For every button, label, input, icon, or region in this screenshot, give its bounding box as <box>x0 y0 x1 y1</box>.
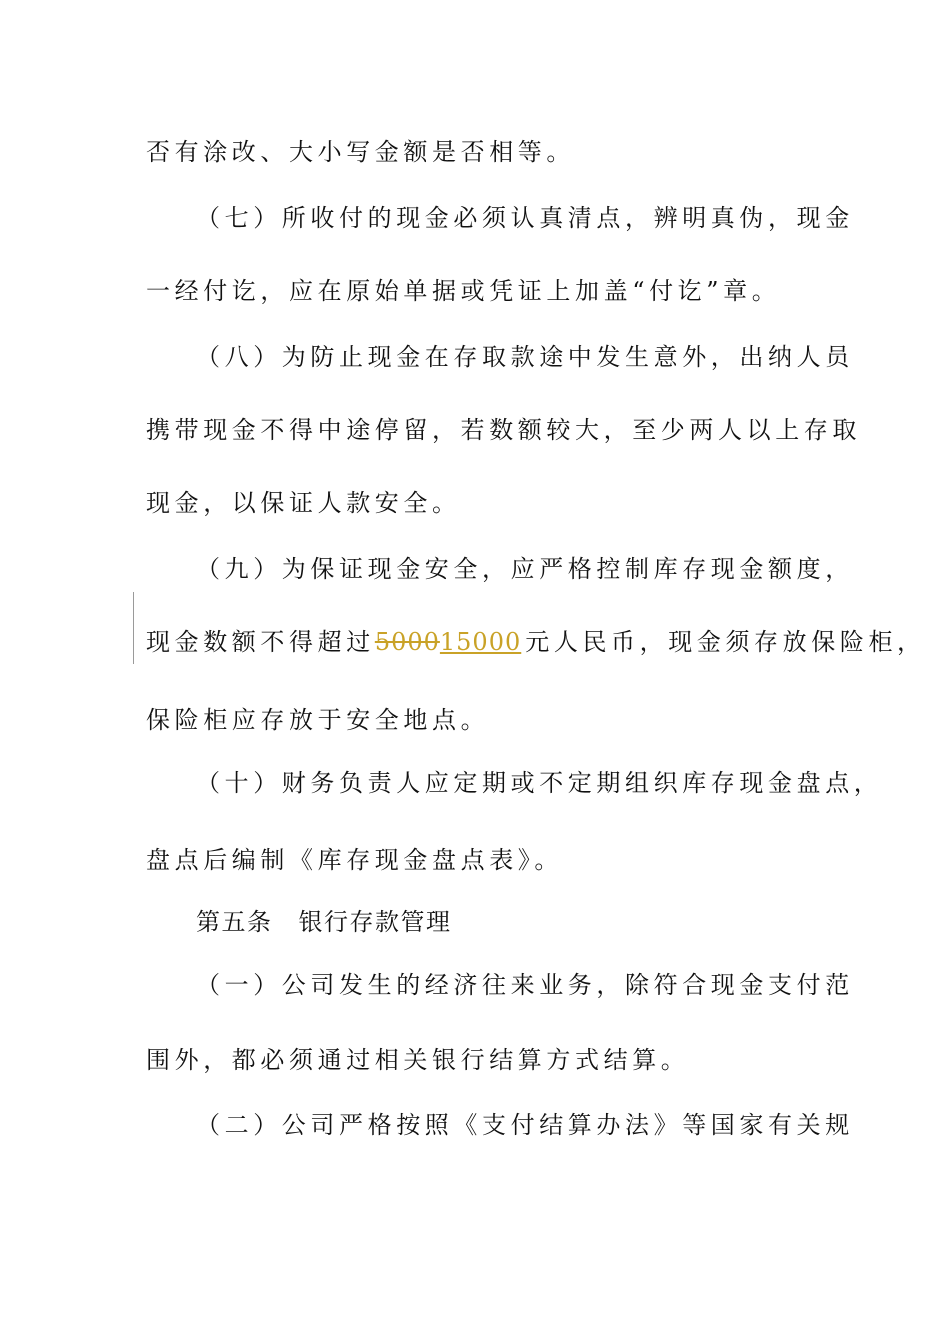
text-line-clause-9: （九）为保证现金安全，应严格控制库存现金额度， <box>196 555 854 583</box>
text-line-revision <box>146 627 926 657</box>
text-line-clause-7: （七）所收付的现金必须认真清点，辨明真伪，现金 <box>196 204 854 232</box>
text-line-clause-10: （十）财务负责人应定期或不定期组织库存现金盘点， <box>196 769 883 797</box>
article-heading <box>196 907 876 937</box>
revision-text-before: 现金数额不得超过 <box>146 628 375 656</box>
revision-change-bar <box>133 592 134 664</box>
inserted-amount: 15000 <box>439 628 522 656</box>
text-line-14: 围外，都必须通过相关银行结算方式结算。 <box>146 1046 690 1074</box>
text-line-9: 保险柜应存放于安全地点。 <box>146 706 490 734</box>
deleted-amount: 5000 <box>374 628 440 656</box>
text-line-bank-clause-2: （二）公司严格按照《支付结算办法》等国家有关规 <box>196 1111 854 1139</box>
text-line-bank-clause-1: （一）公司发生的经济往来业务，除符合现金支付范 <box>196 971 854 999</box>
text-line-1: 否有涂改、大小写金额是否相等。 <box>146 138 575 166</box>
article-title: 银行存款管理 <box>298 908 452 936</box>
revision-text-after: 元人民币，现金须存放保险柜， <box>525 628 926 656</box>
text-line-11: 盘点后编制《库存现金盘点表》。 <box>146 846 563 874</box>
text-line-clause-8: （八）为防止现金在存取款途中发生意外，出纳人员 <box>196 343 854 371</box>
article-number: 第五条 <box>196 908 273 936</box>
text-line-3: 一经付讫，应在原始单据或凭证上加盖“付讫”章。 <box>146 277 781 305</box>
text-line-5: 携带现金不得中途停留，若数额较大，至少两人以上存取 <box>146 416 861 444</box>
text-line-6: 现金，以保证人款安全。 <box>146 489 461 517</box>
